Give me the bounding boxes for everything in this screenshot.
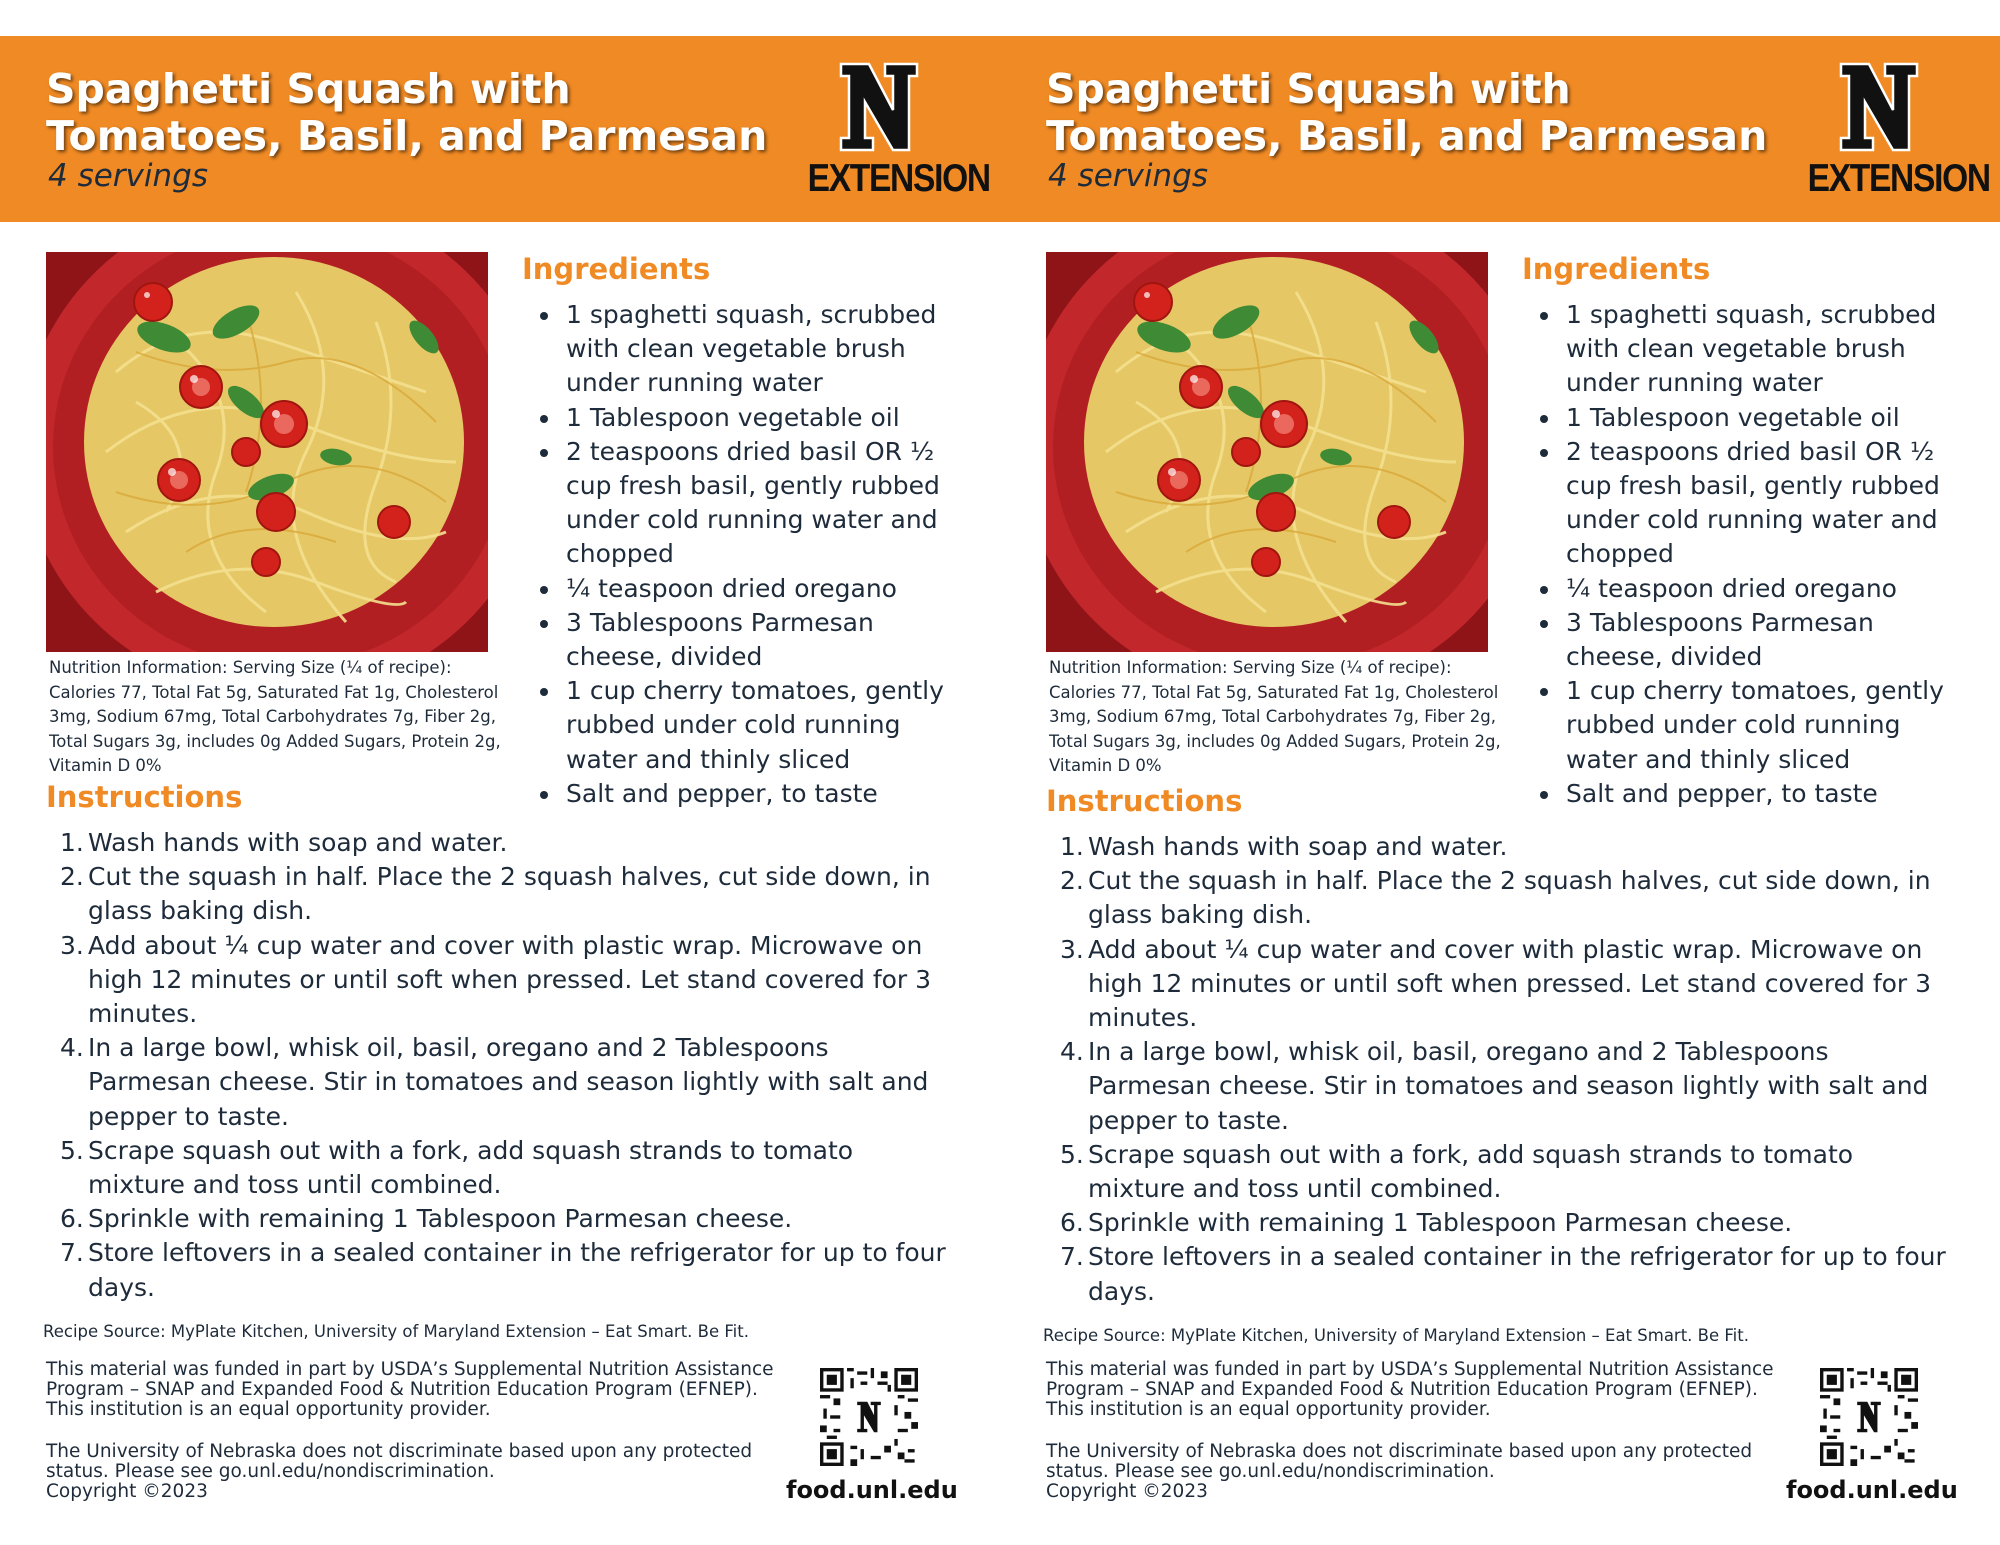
instruction-step <box>62 1236 952 1304</box>
step-text: Store leftovers in a sealed container in the refrigerator for up to four days. <box>1088 1242 1946 1306</box>
instructions-heading: Instructions <box>1046 784 1243 818</box>
instructions-list <box>62 826 952 1305</box>
step-text: Sprinkle with remaining 1 Tablespoon Parmesan cheese. <box>88 1204 793 1234</box>
ingredient-item: 1 cup cherry tomatoes, gently rubbed under cold running water and thinly sliced <box>1534 674 1974 777</box>
instruction-step <box>62 929 952 1032</box>
instruction-step <box>1062 1035 1952 1138</box>
ingredients-heading: Ingredients <box>522 252 711 286</box>
instruction-step <box>62 1031 952 1134</box>
instruction-step <box>62 826 952 860</box>
recipe-card-right <box>1000 0 2000 1545</box>
instruction-step <box>1062 1240 1952 1308</box>
instruction-step <box>62 860 952 928</box>
extension-logo-text: EXTENSION <box>1807 157 1990 200</box>
step-text: Sprinkle with remaining 1 Tablespoon Parmesan cheese. <box>1088 1208 1793 1238</box>
extension-logo <box>796 62 990 202</box>
ingredients-list <box>1534 298 1974 811</box>
recipe-photo <box>46 252 488 652</box>
nondiscrimination-statement <box>1046 1442 1786 1502</box>
instruction-step <box>62 1134 952 1202</box>
instructions-list <box>1062 830 1952 1309</box>
step-number: 7. <box>1060 1242 1084 1272</box>
ingredient-item: 1 spaghetti squash, scrubbed with clean vegetable brush under running water <box>1534 298 1974 401</box>
step-number: 6. <box>1060 1208 1084 1238</box>
copyright-text: Copyright ©2023 <box>1046 1481 1208 1502</box>
ingredients-list <box>534 298 974 811</box>
recipe-title: Spaghetti Squash with Tomatoes, Basil, and Parmesan <box>1046 65 1768 160</box>
instruction-step <box>1062 1138 1952 1206</box>
step-number: 5. <box>1060 1139 1084 1169</box>
ingredient-item: 1 spaghetti squash, scrubbed with clean vegetable brush under running water <box>534 298 974 401</box>
nutrition-info: Nutrition Information: Serving Size (¼ of recipe): Calories 77, Total Fat 5g, Saturated Fat 1g, Cholesterol 3mg, Sodium 67mg, Total Carbohydrates 7g, Fiber 2g, Total Sugars 3g, includes 0g Added Sugars, Protein 2g, Vitamin D 0% <box>49 658 501 775</box>
title-banner <box>0 36 1000 222</box>
ingredient-item: ¼ teaspoon dried oregano <box>534 572 974 606</box>
funding-statement: This material was funded in part by USDA’s Supplemental Nutrition Assistance Program – SNAP and Expanded Food & Nutrition Education Program (EFNEP). This institution is an equal opportunity provider. <box>1046 1359 1774 1420</box>
step-text: Add about ¼ cup water and cover with plastic wrap. Microwave on high 12 minutes or until soft when pressed. Let stand covered for 3 minutes. <box>88 930 932 1029</box>
ingredient-item: Salt and pepper, to taste <box>534 777 974 811</box>
ingredient-item: 2 teaspoons dried basil OR ½ cup fresh basil, gently rubbed under cold running water and chopped <box>534 435 974 572</box>
ingredient-item: Salt and pepper, to taste <box>1534 777 1974 811</box>
ingredient-item: 1 Tablespoon vegetable oil <box>1534 401 1974 435</box>
qr-code-icon[interactable] <box>1820 1368 1918 1466</box>
step-text: In a large bowl, whisk oil, basil, oregano and 2 Tablespoons Parmesan cheese. Stir in tomatoes and season lightly with salt and pepper to taste. <box>88 1033 929 1131</box>
ingredient-item: ¼ teaspoon dried oregano <box>1534 572 1974 606</box>
step-text: Cut the squash in half. Place the 2 squash halves, cut side down, in glass baking dish. <box>1088 866 1931 930</box>
step-text: Scrape squash out with a fork, add squash strands to tomato mixture and toss until combined. <box>88 1135 854 1200</box>
recipe-source: Recipe Source: MyPlate Kitchen, University of Maryland Extension – Eat Smart. Be Fit. <box>43 1322 749 1341</box>
step-text: Cut the squash in half. Place the 2 squash halves, cut side down, in glass baking dish. <box>88 862 931 926</box>
website-link[interactable]: food.unl.edu <box>786 1476 958 1504</box>
servings-label: 4 servings <box>48 158 208 194</box>
nondiscrimination-statement <box>46 1442 786 1502</box>
step-number: 4. <box>1060 1037 1084 1067</box>
recipe-title: Spaghetti Squash with Tomatoes, Basil, and Parmesan <box>46 65 768 160</box>
step-text: Wash hands with soap and water. <box>1088 832 1508 861</box>
ingredients-heading: Ingredients <box>1522 252 1711 286</box>
ingredient-item: 3 Tablespoons Parmesan cheese, divided <box>534 606 974 674</box>
website-link[interactable]: food.unl.edu <box>1786 1476 1958 1504</box>
step-text: Add about ¼ cup water and cover with plastic wrap. Microwave on high 12 minutes or until soft when pressed. Let stand covered for 3 minutes. <box>1088 934 1932 1033</box>
instruction-step <box>1062 1206 1952 1240</box>
nebraska-n-icon <box>1839 62 1919 152</box>
ingredient-item: 1 Tablespoon vegetable oil <box>534 401 974 435</box>
step-number: 6. <box>60 1204 84 1234</box>
instruction-step <box>62 1202 952 1236</box>
extension-logo-text: EXTENSION <box>807 157 990 200</box>
instructions-heading: Instructions <box>46 780 243 814</box>
copyright-text: Copyright ©2023 <box>46 1481 208 1502</box>
step-number: 2. <box>1060 866 1084 896</box>
step-text: Wash hands with soap and water. <box>88 828 508 857</box>
nondiscrimination-text: The University of Nebraska does not discriminate based upon any protected status. Please see go.unl.edu/nondiscrimination. <box>1046 1441 1753 1482</box>
step-number: 3. <box>60 930 84 960</box>
step-number: 1. <box>1060 832 1084 861</box>
nondiscrimination-text: The University of Nebraska does not discriminate based upon any protected status. Please see go.unl.edu/nondiscrimination. <box>46 1441 753 1482</box>
ingredient-item: 3 Tablespoons Parmesan cheese, divided <box>1534 606 1974 674</box>
recipe-source: Recipe Source: MyPlate Kitchen, University of Maryland Extension – Eat Smart. Be Fit. <box>1043 1326 1749 1345</box>
step-number: 2. <box>60 862 84 892</box>
step-text: In a large bowl, whisk oil, basil, oregano and 2 Tablespoons Parmesan cheese. Stir in tomatoes and season lightly with salt and pepper to taste. <box>1088 1037 1929 1135</box>
step-number: 7. <box>60 1238 84 1268</box>
nutrition-info: Nutrition Information: Serving Size (¼ of recipe): Calories 77, Total Fat 5g, Saturated Fat 1g, Cholesterol 3mg, Sodium 67mg, Total Carbohydrates 7g, Fiber 2g, Total Sugars 3g, includes 0g Added Sugars, Protein 2g, Vitamin D 0% <box>1049 658 1501 775</box>
instruction-step <box>1062 933 1952 1036</box>
step-text: Store leftovers in a sealed container in the refrigerator for up to four days. <box>88 1238 946 1302</box>
recipe-photo <box>1046 252 1488 652</box>
step-number: 4. <box>60 1033 84 1063</box>
extension-logo <box>1796 62 1990 202</box>
servings-label: 4 servings <box>1048 158 1208 194</box>
instruction-step <box>1062 864 1952 932</box>
step-number: 3. <box>1060 934 1084 964</box>
instruction-step <box>1062 830 1952 864</box>
step-number: 1. <box>60 828 84 857</box>
step-number: 5. <box>60 1135 84 1165</box>
ingredient-item: 1 cup cherry tomatoes, gently rubbed under cold running water and thinly sliced <box>534 674 974 777</box>
ingredient-item: 2 teaspoons dried basil OR ½ cup fresh basil, gently rubbed under cold running water and chopped <box>1534 435 1974 572</box>
qr-code-icon[interactable] <box>820 1368 918 1466</box>
step-text: Scrape squash out with a fork, add squash strands to tomato mixture and toss until combined. <box>1088 1139 1854 1204</box>
funding-statement: This material was funded in part by USDA’s Supplemental Nutrition Assistance Program – SNAP and Expanded Food & Nutrition Education Program (EFNEP). This institution is an equal opportunity provider. <box>46 1359 774 1420</box>
title-banner <box>1000 36 2000 222</box>
nebraska-n-icon <box>839 62 919 152</box>
